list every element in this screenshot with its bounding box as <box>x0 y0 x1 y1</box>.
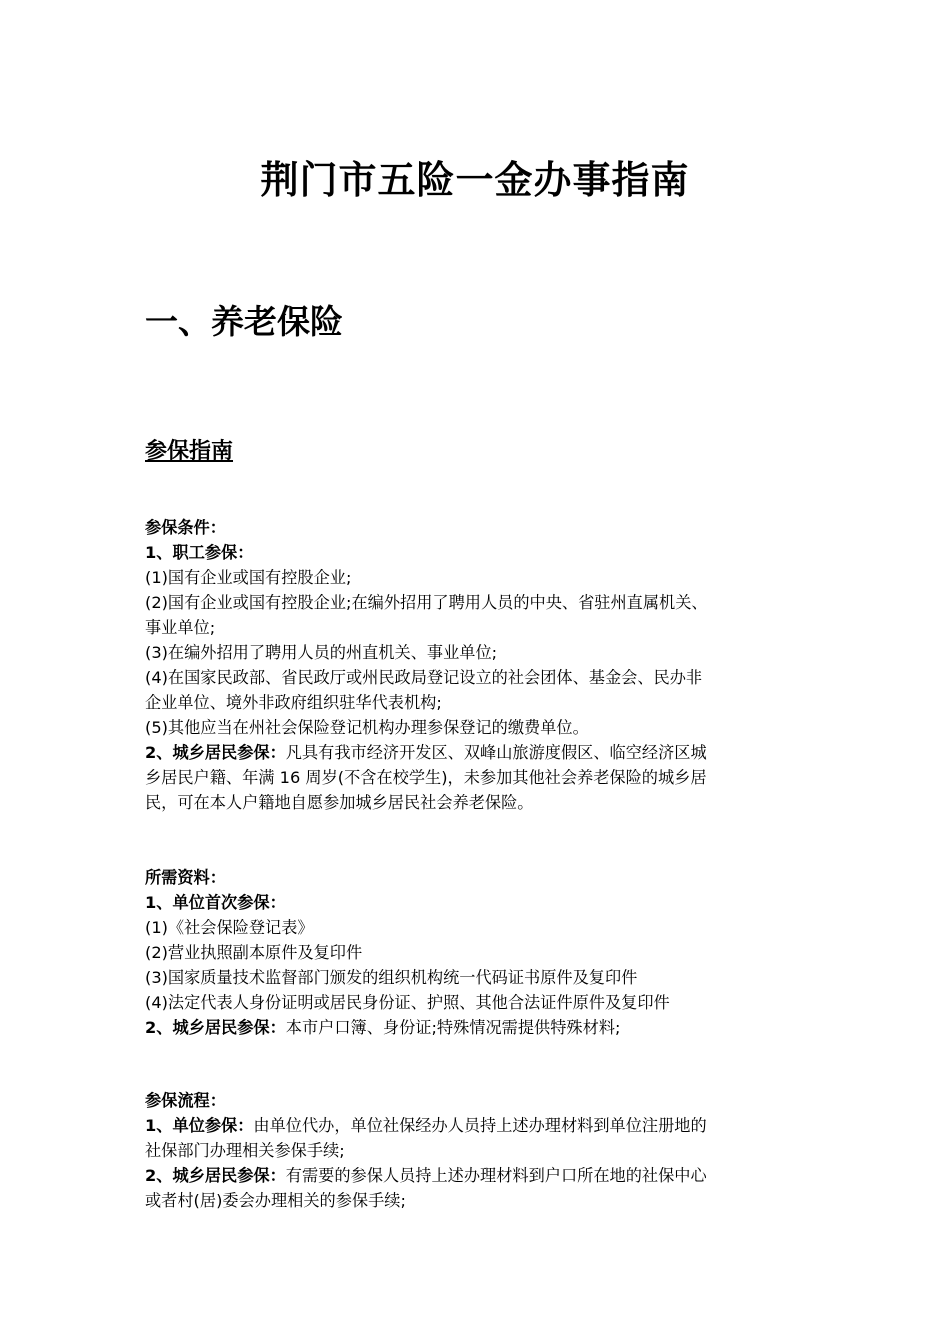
process-item1-line: 社保部门办理相关参保手续; <box>145 1141 345 1160</box>
materials-line: (1)《社会保险登记表》 <box>145 918 314 937</box>
conditions-line: 事业单位; <box>145 618 216 637</box>
process-item1-label: 1、单位参保： <box>145 1116 254 1135</box>
conditions-line: (5)其他应当在州社会保险登记机构办理参保登记的缴费单位。 <box>145 718 589 737</box>
conditions-line: (1)国有企业或国有控股企业; <box>145 568 352 587</box>
materials-item2-text: 本市户口簿、身份证;特殊情况需提供特殊材料; <box>285 1018 621 1037</box>
conditions-block <box>145 515 810 815</box>
conditions-item2 <box>145 740 810 765</box>
materials-line: (2)营业执照副本原件及复印件 <box>145 943 363 962</box>
conditions-item2-label: 2、城乡居民参保： <box>145 743 286 762</box>
conditions-line: 企业单位、境外非政府组织驻华代表机构; <box>145 693 442 712</box>
process-item1 <box>145 1113 810 1138</box>
process-item1-text: 由单位代办，单位社保经办人员持上述办理材料到单位注册地的 <box>253 1116 707 1135</box>
subsection-heading: 参保指南 <box>145 439 234 464</box>
page-title: 荆门市五险一金办事指南 <box>260 158 690 202</box>
process-item2-line: 或者村(居)委会办理相关的参保手续; <box>145 1191 406 1210</box>
conditions-line: (4)在国家民政部、省民政厅或州民政局登记设立的社会团体、基金会、民办非 <box>145 668 703 687</box>
conditions-heading: 参保条件： <box>145 518 226 537</box>
materials-item2 <box>145 1015 810 1040</box>
conditions-item2-line: 民，可在本人户籍地自愿参加城乡居民社会养老保险。 <box>145 793 534 812</box>
conditions-item2-line: 乡居民户籍、年满 16 周岁(不含在校学生)，未参加其他社会养老保险的城乡居 <box>145 768 707 787</box>
conditions-line: (3)在编外招用了聘用人员的州直机关、事业单位; <box>145 643 498 662</box>
materials-line: (4)法定代表人身份证明或居民身份证、护照、其他合法证件原件及复印件 <box>145 993 670 1012</box>
process-heading: 参保流程： <box>145 1091 226 1110</box>
process-item2-label: 2、城乡居民参保： <box>145 1166 286 1185</box>
conditions-item2-text: 凡具有我市经济开发区、双峰山旅游度假区、临空经济区城 <box>285 743 707 762</box>
materials-block <box>145 865 810 1040</box>
process-item2 <box>145 1163 810 1188</box>
conditions-item1-label: 1、职工参保： <box>145 543 254 562</box>
process-block <box>145 1088 810 1213</box>
conditions-line: (2)国有企业或国有控股企业;在编外招用了聘用人员的中央、省驻州直属机关、 <box>145 593 708 612</box>
materials-item2-label: 2、城乡居民参保： <box>145 1018 286 1037</box>
materials-item1-label: 1、单位首次参保： <box>145 893 286 912</box>
section-heading: 一、养老保险 <box>145 302 343 341</box>
materials-line: (3)国家质量技术监督部门颁发的组织机构统一代码证书原件及复印件 <box>145 968 638 987</box>
process-item2-text: 有需要的参保人员持上述办理材料到户口所在地的社保中心 <box>285 1166 707 1185</box>
materials-heading: 所需资料： <box>145 868 226 887</box>
